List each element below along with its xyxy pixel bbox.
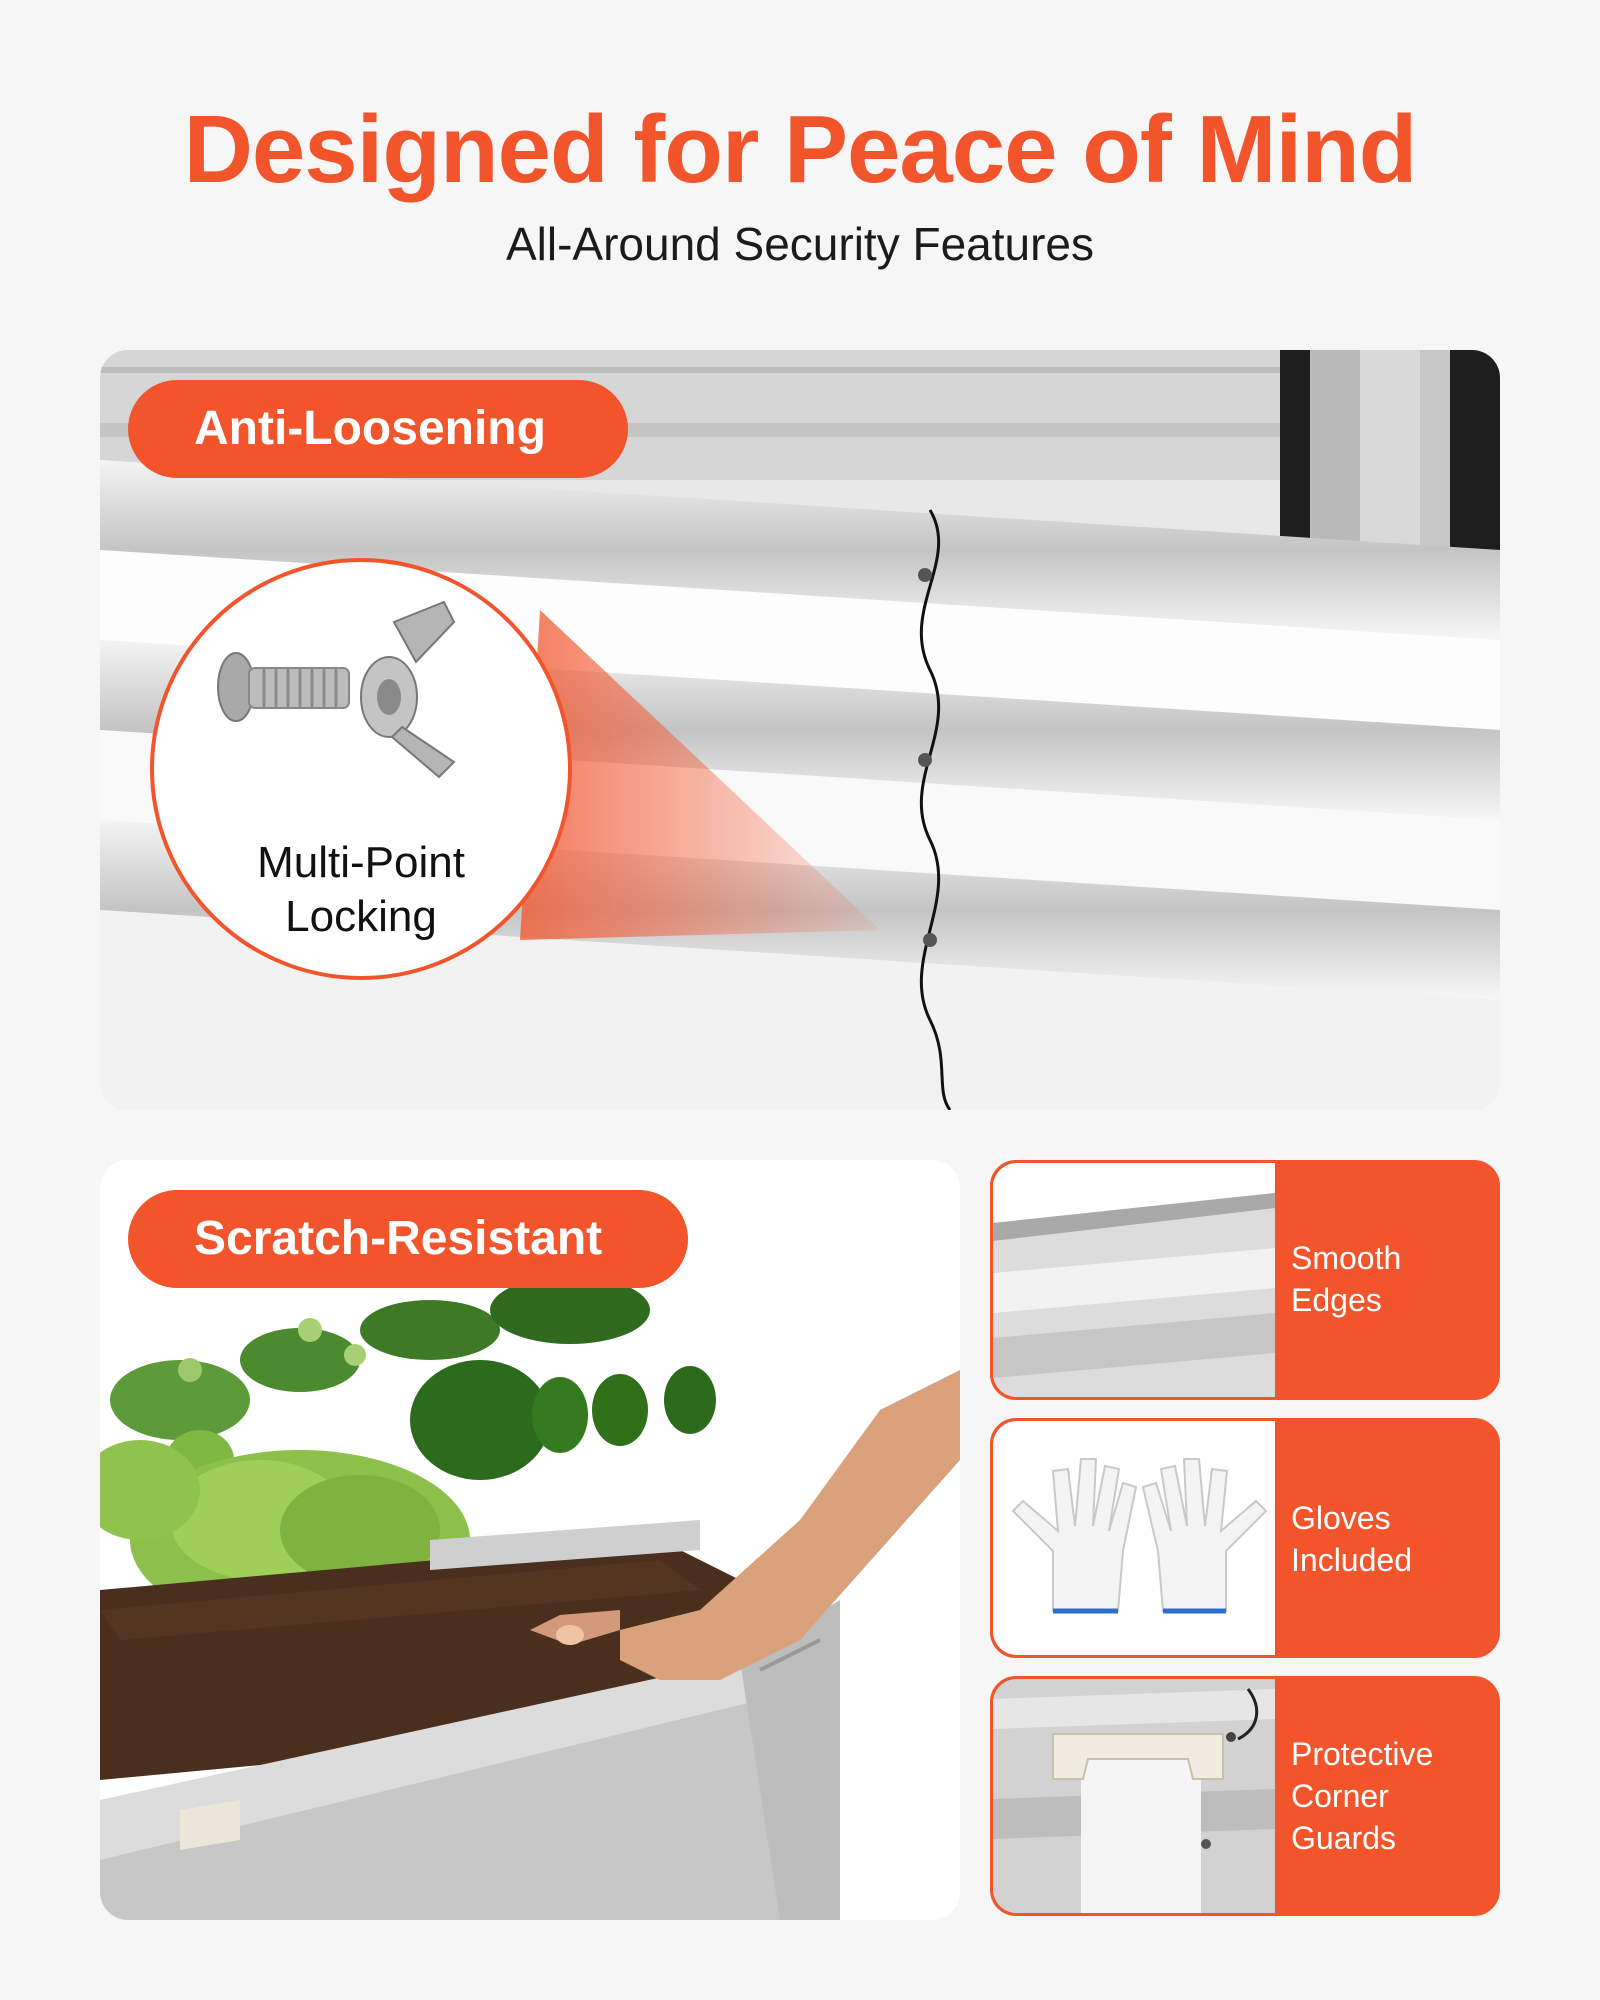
anti-loosening-badge: Anti-Loosening — [128, 380, 628, 478]
corner-guards-label — [1291, 1733, 1491, 1859]
screw-icon — [218, 653, 349, 721]
card-line: Gloves — [1291, 1500, 1391, 1536]
scratch-resistant-badge: Scratch-Resistant — [128, 1190, 688, 1288]
smooth-edges-photo — [993, 1163, 1275, 1397]
card-line: Smooth — [1291, 1240, 1402, 1276]
gloves-included-card — [990, 1418, 1500, 1658]
gloves-photo — [993, 1421, 1275, 1655]
page-title: Designed for Peace of Mind — [183, 96, 1417, 203]
callout-line-1: Multi-Point — [257, 838, 465, 887]
card-line: Protective — [1291, 1736, 1434, 1772]
corner-guards-card — [990, 1676, 1500, 1916]
wing-nut-icon — [361, 602, 454, 777]
card-line: Edges — [1291, 1282, 1382, 1318]
multi-point-locking-label — [150, 836, 572, 944]
card-line: Corner — [1291, 1778, 1389, 1814]
page-subtitle: All-Around Security Features — [505, 218, 1095, 270]
card-line: Guards — [1291, 1820, 1396, 1856]
callout-line-2: Locking — [285, 892, 437, 941]
smooth-edges-label — [1291, 1237, 1491, 1321]
card-line: Included — [1291, 1542, 1412, 1578]
smooth-edges-card — [990, 1160, 1500, 1400]
corner-guard-photo — [993, 1679, 1275, 1913]
gloves-included-label — [1291, 1497, 1491, 1581]
